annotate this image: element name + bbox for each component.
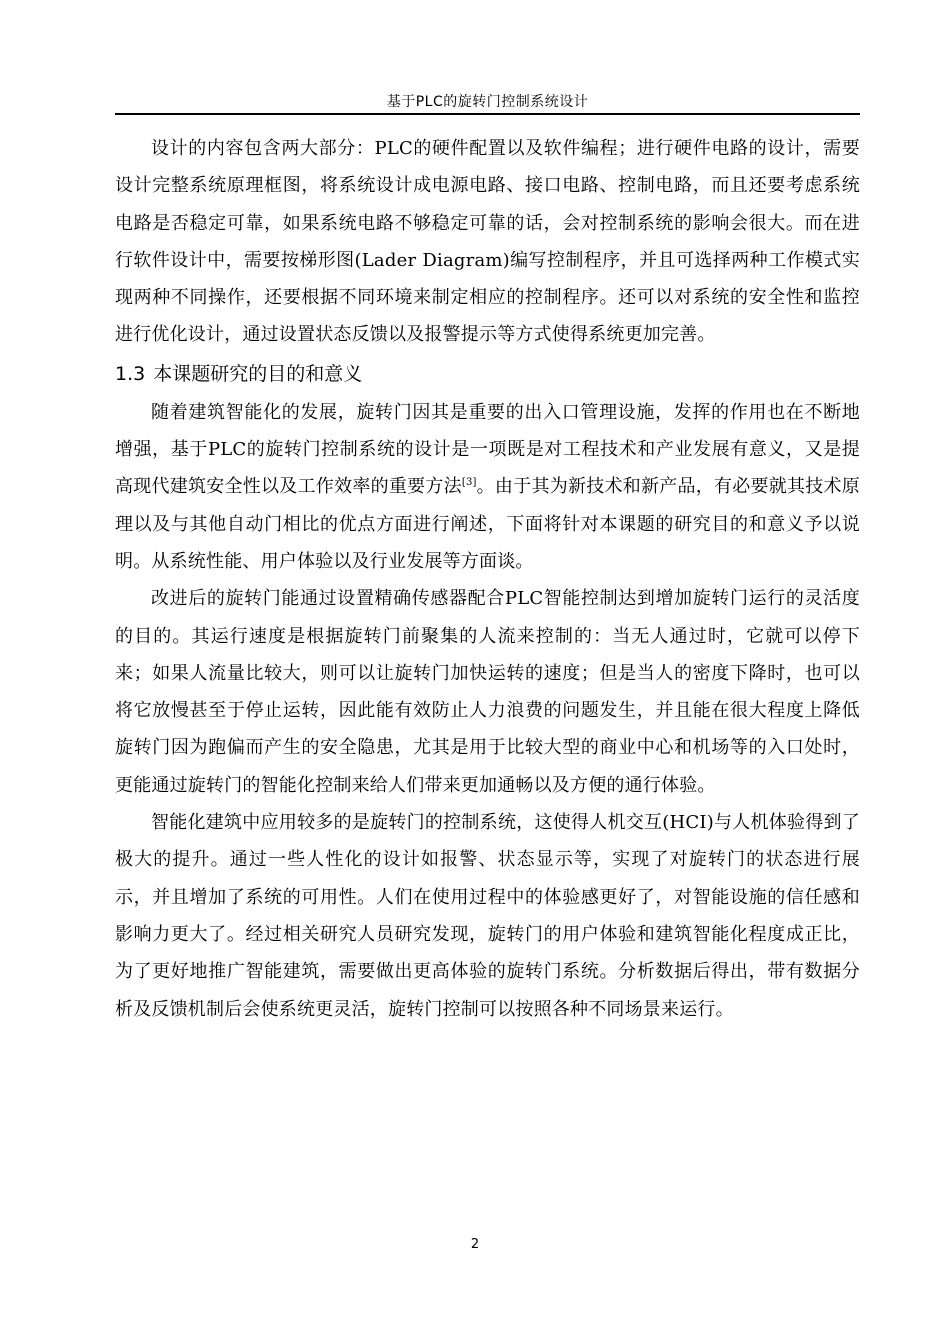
intro-paragraph: 设计的内容包含两大部分：PLC的硬件配置以及软件编程；进行硬件电路的设计，需要设计完整系统原理框图，将系统设计成电源电路、接口电路、控制电路，而且还要考虑系统电路是否稳定可靠，如果系统电路不够稳定可靠的话，会对控制系统的影响会很大。而在进行软件设计中，需要按梯形图(Lader Diagram)编写控制程序，并且可选择两种工作模式实现两种不同操作，还要根据不同环境来制定相应的控制程序。还可以对系统的安全性和监控进行优化设计，通过设置状态反馈以及报警提示等方式使得系统更加完善。 xyxy=(115,138,860,346)
paragraph-1-text: 随着建筑智能化的发展，旋转门因其是重要的出入口管理设施，发挥的作用也在不断地增强，基于PLC的旋转门控制系统的设计是一项既是对工程技术和产业发展有意义，又是提高现代建筑安全性以及工作效率的重要方法 xyxy=(115,401,860,498)
page-number: 2 xyxy=(470,1237,480,1252)
body-text xyxy=(115,130,860,1028)
section-number: 1.3 xyxy=(115,362,146,385)
citation-reference: [3] xyxy=(461,477,477,489)
section-paragraph-3: 智能化建筑中应用较多的是旋转门的控制系统，这使得人机交互(HCI)与人机体验得到了极大的提升。通过一些人性化的设计如报警、状态显示等，实现了对旋转门的状态进行展示，并且增加了系统的可用性。人们在使用过程中的体验感更好了，对智能设施的信任感和影响力更大了。经过相关研究人员研究发现，旋转门的用户体验和建筑智能化程度成正比，为了更好地推广智能建筑，需要做出更高体验的旋转门系统。分析数据后得出，带有数据分析及反馈机制后会使系统更灵活，旋转门控制可以按照各种不同场景来运行。 xyxy=(115,812,860,1020)
section-paragraph-1 xyxy=(115,394,860,580)
section-title: 本课题研究的目的和意义 xyxy=(153,362,363,385)
section-paragraph-2: 改进后的旋转门能通过设置精确传感器配合PLC智能控制达到增加旋转门运行的灵活度的目的。其运行速度是根据旋转门前聚集的人流来控制的：当无人通过时，它就可以停下来；如果人流量比较大，则可以让旋转门加快运转的速度；但是当人的密度下降时，也可以将它放慢甚至于停止运转，因此能有效防止人力浪费的问题发生，并且能在很大程度上降低旋转门因为跑偏而产生的安全隐患，尤其是用于比较大型的商业中心和机场等的入口处时，更能通过旋转门的智能化控制来给人们带来更加通畅以及方便的通行体验。 xyxy=(115,588,860,796)
running-header: 基于PLC的旋转门控制系统设计 xyxy=(115,89,860,115)
paragraph-1-text-continued: 。由于其为新技术和新产品，有必要就其技术原理以及与其他自动门相比的优点方面进行阐述，下面将针对本课题的研究目的和意义予以说明。从系统性能、用户体验以及行业发展等方面谈。 xyxy=(115,476,860,572)
section-heading xyxy=(115,354,860,394)
